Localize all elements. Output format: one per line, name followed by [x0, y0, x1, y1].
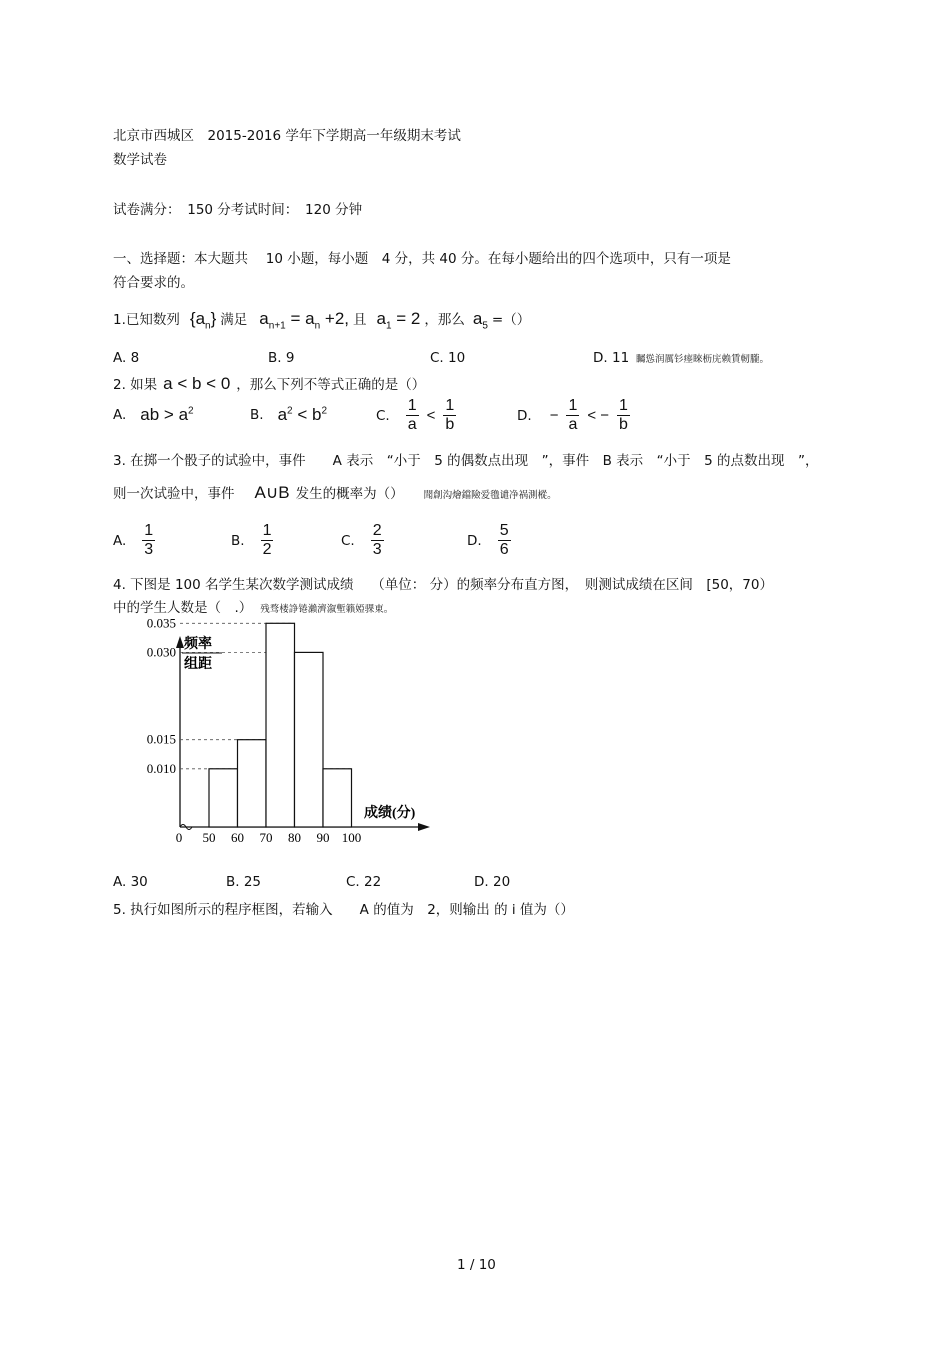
q1-sub-n1: n+1: [268, 320, 286, 332]
q3-a-den: 3: [144, 541, 154, 558]
q2-c-label: C.: [376, 407, 390, 424]
section-instructions-line1: 一、选择题：本大题共 10 小题，每小题 4 分，共 40 分。在每小题给出的四个选项中，只有一项是: [113, 251, 731, 267]
q3-b-den: 2: [262, 541, 272, 558]
q3-suffix: 发生的概率为（）: [295, 486, 404, 502]
q3-union: A∪B: [254, 483, 290, 502]
y-tick-label: 0.015: [146, 731, 176, 747]
q2-d-label: D.: [517, 407, 532, 424]
q2-b-mid: < b: [297, 405, 322, 424]
q1-prefix: 1.已知数列: [113, 312, 180, 328]
q3-prefix: 则一次试验中，事件: [113, 486, 235, 502]
q2-d-num1: 1: [568, 397, 578, 414]
q3-c-den: 3: [372, 541, 382, 558]
x-origin-label: 0: [175, 830, 183, 845]
q3-c-label: C.: [341, 532, 355, 549]
q2-b-sup2: 2: [321, 405, 327, 417]
q2-b-sup1: 2: [287, 405, 293, 417]
q2-c-num1: 1: [407, 397, 417, 414]
q2-option-c: [376, 397, 456, 434]
frequency-histogram: [146, 615, 450, 853]
q1-option-d: D. 11: [593, 350, 630, 366]
q2-b-a: a: [277, 405, 288, 424]
q2-a-expr: ab > a: [140, 405, 189, 424]
q2-d-rel: < −: [587, 407, 610, 424]
x-tick-label: 100: [341, 830, 362, 845]
q1-noise-text: 矚慫润厲钐瘗睞枥庑赖賃軔朧。: [636, 354, 770, 365]
q1-plus2: +2,: [324, 309, 350, 328]
x-tick-label: 90: [316, 830, 330, 845]
x-tick-label: 70: [259, 830, 273, 845]
q2-d-minus1: −: [549, 407, 559, 424]
q1-sub-n: n: [314, 320, 321, 332]
q3-b-label: B.: [231, 532, 245, 549]
question-1: [113, 308, 530, 331]
y-label-top: 频率: [184, 637, 212, 652]
x-axis-arrow: [418, 823, 430, 831]
q3-option-d: [467, 522, 511, 559]
q1-brace-close: }: [210, 309, 217, 328]
q3-option-c: [341, 522, 384, 559]
q1-sub-1: 1: [385, 320, 392, 332]
q1-eq2: = 2: [396, 309, 421, 328]
q2-prefix: 2. 如果: [113, 377, 158, 393]
histogram-bar: [323, 769, 352, 827]
q2-option-d: [517, 397, 630, 434]
q2-b-label: B.: [250, 407, 264, 423]
q4-option-c: C. 22: [346, 874, 382, 890]
y-axis-arrow: [176, 636, 184, 648]
histogram-bar: [266, 623, 295, 827]
q3-option-b: [231, 522, 273, 559]
page-number: 1 / 10: [457, 1257, 496, 1273]
q2-option-a: [113, 405, 194, 425]
q3-d-den: 6: [499, 541, 509, 558]
question-5: 5. 执行如图所示的程序框图，若输入 A 的值为 2，则输出 的 i 值为（）: [113, 902, 574, 918]
histogram-bar: [295, 652, 324, 827]
q3-b-num: 1: [262, 522, 272, 539]
y-tick-label: 0.010: [146, 760, 176, 776]
q2-condition: a < b < 0: [163, 374, 231, 393]
y-tick-label: 0.035: [146, 615, 176, 631]
q1-option-a: A. 8: [113, 350, 140, 366]
q3-option-a: [113, 522, 155, 559]
q1-brace-open: {: [189, 309, 196, 328]
q4-noise-text: 残骛楼諍锩瀨濟溆塹籟婭骒東。: [260, 604, 394, 615]
question-3-line1: 3. 在掷一个骰子的试验中，事件 A 表示 “小于 5 的偶数点出现 ”，事件 B 表示 “小于 5 的点数出现 ”，: [113, 453, 819, 469]
x-tick-label: 80: [288, 830, 301, 845]
q1-option-b: B. 9: [268, 350, 295, 366]
q2-suffix: ，那么下列不等式正确的是（）: [236, 377, 426, 393]
question-4-line2: [113, 596, 393, 616]
q3-noise-text: 聞創沟燴鐺險爱氇谴净祸測樅。: [423, 490, 557, 501]
q1-an1: a: [259, 309, 269, 328]
q1-a5: a: [472, 309, 483, 328]
x-tick-label: 60: [231, 830, 244, 845]
q1-sub-5: 5: [482, 320, 488, 332]
exam-meta: 试卷满分： 150 分考试时间： 120 分钟: [113, 202, 363, 218]
q1-an: a: [305, 309, 315, 328]
q2-c-den2: b: [445, 416, 455, 433]
q3-d-num: 5: [499, 522, 509, 539]
q2-d-den1: a: [568, 416, 578, 433]
q2-a-label: A.: [113, 407, 127, 423]
x-axis-label: 成绩(分): [364, 806, 416, 821]
doc-title: 北京市西城区 2015-2016 学年下学期高一年级期末考试: [113, 128, 461, 144]
q4-option-a: A. 30: [113, 874, 148, 890]
q4-line2-text: 中的学生人数是（ .）: [113, 600, 253, 616]
histogram-bar: [209, 769, 238, 827]
x-tick-label: 50: [202, 830, 216, 845]
q1-mid1: 满足: [220, 312, 248, 328]
q1-mid3: ，那么: [424, 312, 465, 328]
q1-option-c: C. 10: [430, 350, 466, 366]
q2-c-rel: <: [426, 407, 436, 424]
q4-option-d: D. 20: [474, 874, 511, 890]
q3-a-num: 1: [144, 522, 154, 539]
q3-c-num: 2: [372, 522, 382, 539]
q1-a1: a: [376, 309, 386, 328]
q3-a-label: A.: [113, 532, 127, 549]
q2-a-sup: 2: [188, 405, 194, 417]
q2-c-num2: 1: [445, 397, 455, 414]
q2-d-num2: 1: [619, 397, 628, 414]
y-tick-label: 0.030: [146, 644, 176, 660]
question-4-line1: 4. 下图是 100 名学生某次数学测试成绩 （单位： 分）的频率分布直方图， 则测试成绩在区间 [50，70）: [113, 577, 773, 593]
question-3-line2: [113, 482, 557, 503]
q4-option-b: B. 25: [226, 874, 262, 890]
q2-d-den2: b: [619, 416, 628, 433]
y-label-bottom: 组距: [184, 657, 212, 672]
doc-subtitle: 数学试卷: [113, 152, 167, 168]
question-2: [113, 373, 425, 394]
q1-mid2: 且: [353, 312, 367, 328]
section-instructions-line2: 符合要求的。: [113, 275, 194, 291]
q1-seq-n: n: [205, 320, 211, 332]
histogram-bar: [238, 740, 267, 827]
q2-c-den1: a: [407, 416, 417, 433]
q3-d-label: D.: [467, 532, 482, 549]
q1-seq-a: a: [195, 309, 206, 328]
q2-option-b: [250, 405, 327, 425]
q1-eq: =: [290, 309, 301, 328]
q1-end: =（）: [491, 312, 531, 328]
